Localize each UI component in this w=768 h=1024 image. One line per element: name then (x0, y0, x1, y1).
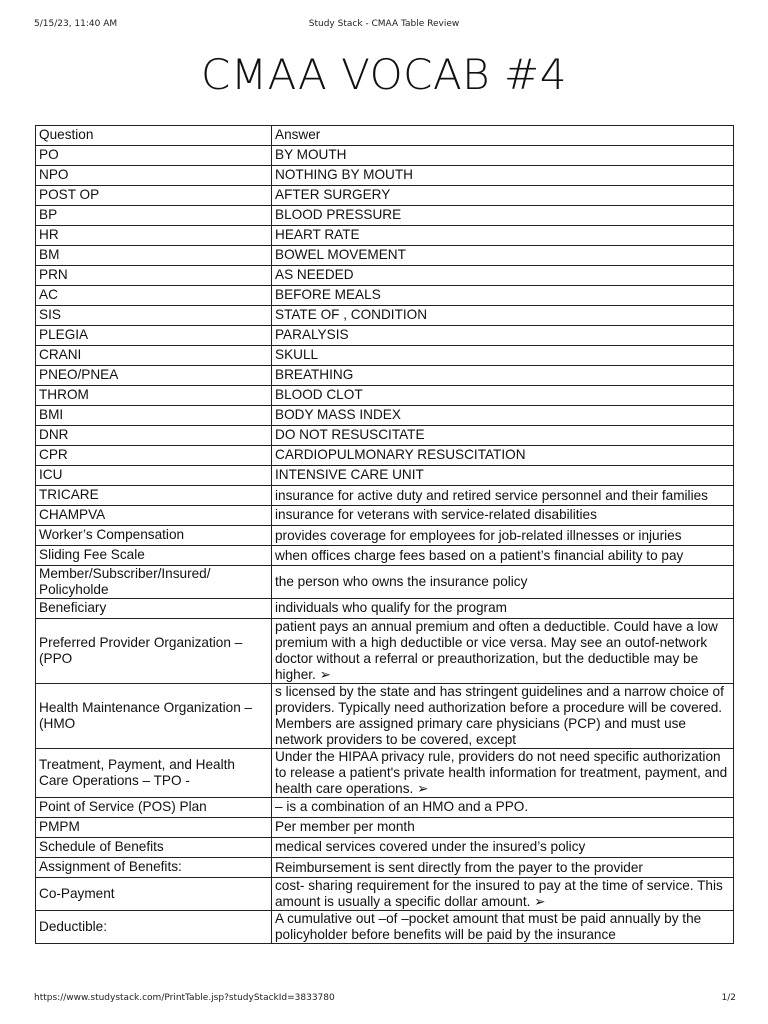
table-row (36, 878, 734, 911)
answer-cell: insurance for veterans with service-related disabilities (272, 506, 734, 526)
question-cell: CPR (36, 446, 272, 466)
table-row (36, 619, 734, 684)
answer-cell: medical services covered under the insured’s policy (272, 838, 734, 858)
answer-cell: HEART RATE (272, 226, 734, 246)
answer-cell: cost- sharing requirement for the insured to pay at the time of service. This amount is usually a specific dollar amount. ➢ (272, 878, 734, 911)
table-row (36, 426, 734, 446)
answer-cell: DO NOT RESUSCITATE (272, 426, 734, 446)
question-cell: BMI (36, 406, 272, 426)
page-number: 1/2 (721, 993, 736, 1003)
answer-cell: A cumulative out –of –pocket amount that must be paid annually by the policyholder before benefits will be paid by the insurance (272, 911, 734, 944)
question-cell: Sliding Fee Scale (36, 546, 272, 566)
answer-cell: BREATHING (272, 366, 734, 386)
table-row (36, 266, 734, 286)
question-cell: HR (36, 226, 272, 246)
table-row (36, 226, 734, 246)
question-cell: Health Maintenance Organization – (HMO (36, 684, 272, 749)
table-row (36, 526, 734, 546)
table-row (36, 684, 734, 749)
answer-cell: when offices charge fees based on a patient’s financial ability to pay (272, 546, 734, 566)
answer-cell: AS NEEDED (272, 266, 734, 286)
answer-cell: AFTER SURGERY (272, 186, 734, 206)
question-cell: PRN (36, 266, 272, 286)
question-cell: THROM (36, 386, 272, 406)
table-row (36, 858, 734, 878)
table-row (36, 566, 734, 599)
question-cell: TRICARE (36, 486, 272, 506)
question-cell: BP (36, 206, 272, 226)
question-cell: NPO (36, 166, 272, 186)
question-cell: PLEGIA (36, 326, 272, 346)
table-row (36, 911, 734, 944)
question-cell: CRANI (36, 346, 272, 366)
answer-cell: Under the HIPAA privacy rule, providers do not need specific authorization to release a patient's private health information for treatment, payment, and health care operations. ➢ (272, 749, 734, 798)
column-header-question: Question (36, 126, 272, 146)
question-cell: Assignment of Benefits: (36, 858, 272, 878)
answer-cell: BODY MASS INDEX (272, 406, 734, 426)
question-cell: Treatment, Payment, and Health Care Operations – TPO - (36, 749, 272, 798)
table-row (36, 386, 734, 406)
question-cell: Point of Service (POS) Plan (36, 798, 272, 818)
answer-cell: Per member per month (272, 818, 734, 838)
table-row (36, 306, 734, 326)
answer-cell: BEFORE MEALS (272, 286, 734, 306)
answer-cell: s licensed by the state and has stringent guidelines and a narrow choice of providers. Typically need authorization before a procedure will be covered. Members are assigned primary care physicians (PCP) and must use network providers to be covered, except (272, 684, 734, 749)
column-header-answer: Answer (272, 126, 734, 146)
question-cell: PNEO/PNEA (36, 366, 272, 386)
question-cell: CHAMPVA (36, 506, 272, 526)
question-cell: Preferred Provider Organization – (PPO (36, 619, 272, 684)
question-cell: Worker’s Compensation (36, 526, 272, 546)
question-cell: AC (36, 286, 272, 306)
answer-cell: individuals who qualify for the program (272, 599, 734, 619)
answer-cell: BOWEL MOVEMENT (272, 246, 734, 266)
table-row (36, 206, 734, 226)
question-cell: Member/Subscriber/Insured/ Policyholde (36, 566, 272, 599)
table-header-row (36, 126, 734, 146)
question-cell: ICU (36, 466, 272, 486)
page-title: CMAA VOCAB #4 (201, 50, 567, 99)
table-row (36, 486, 734, 506)
question-cell: Co-Payment (36, 878, 272, 911)
answer-cell: BLOOD CLOT (272, 386, 734, 406)
answer-cell: provides coverage for employees for job-related illnesses or injuries (272, 526, 734, 546)
answer-cell: SKULL (272, 346, 734, 366)
table-row (36, 798, 734, 818)
question-cell: Schedule of Benefits (36, 838, 272, 858)
table-row (36, 366, 734, 386)
question-cell: BM (36, 246, 272, 266)
table-row (36, 466, 734, 486)
table-row (36, 246, 734, 266)
answer-cell: insurance for active duty and retired service personnel and their families (272, 486, 734, 506)
table-row (36, 506, 734, 526)
table-row (36, 346, 734, 366)
table-row (36, 546, 734, 566)
answer-cell: – is a combination of an HMO and a PPO. (272, 798, 734, 818)
table-row (36, 326, 734, 346)
vocab-table (35, 125, 734, 944)
question-cell: POST OP (36, 186, 272, 206)
page-break-mask (0, 982, 768, 990)
table-row (36, 749, 734, 798)
print-date: 5/15/23, 11:40 AM (34, 19, 118, 29)
print-header (0, 0, 768, 40)
table-row (36, 186, 734, 206)
question-cell: Beneficiary (36, 599, 272, 619)
answer-cell: the person who owns the insurance policy (272, 566, 734, 599)
table-row (36, 146, 734, 166)
answer-cell: BY MOUTH (272, 146, 734, 166)
table-row (36, 818, 734, 838)
table-row (36, 599, 734, 619)
answer-cell: PARALYSIS (272, 326, 734, 346)
vocab-table-body (36, 126, 734, 944)
question-cell: SIS (36, 306, 272, 326)
answer-cell: patient pays an annual premium and often a deductible. Could have a low premium with a high deductible or vice versa. May see an outof-network doctor without a referral or preauthorization, but the deductible may be higher. ➢ (272, 619, 734, 684)
print-page-title: Study Stack - CMAA Table Review (308, 19, 460, 29)
table-row (36, 838, 734, 858)
table-row (36, 406, 734, 426)
answer-cell: CARDIOPULMONARY RESUSCITATION (272, 446, 734, 466)
question-cell: DNR (36, 426, 272, 446)
table-row (36, 446, 734, 466)
question-cell: PO (36, 146, 272, 166)
answer-cell: STATE OF , CONDITION (272, 306, 734, 326)
answer-cell: BLOOD PRESSURE (272, 206, 734, 226)
print-url: https://www.studystack.com/PrintTable.jsp?studyStackId=3833780 (34, 993, 335, 1003)
answer-cell: Reimbursement is sent directly from the payer to the provider (272, 858, 734, 878)
answer-cell: NOTHING BY MOUTH (272, 166, 734, 186)
question-cell: Deductible: (36, 911, 272, 944)
answer-cell: INTENSIVE CARE UNIT (272, 466, 734, 486)
table-row (36, 166, 734, 186)
question-cell: PMPM (36, 818, 272, 838)
table-row (36, 286, 734, 306)
print-footer (0, 990, 768, 1010)
